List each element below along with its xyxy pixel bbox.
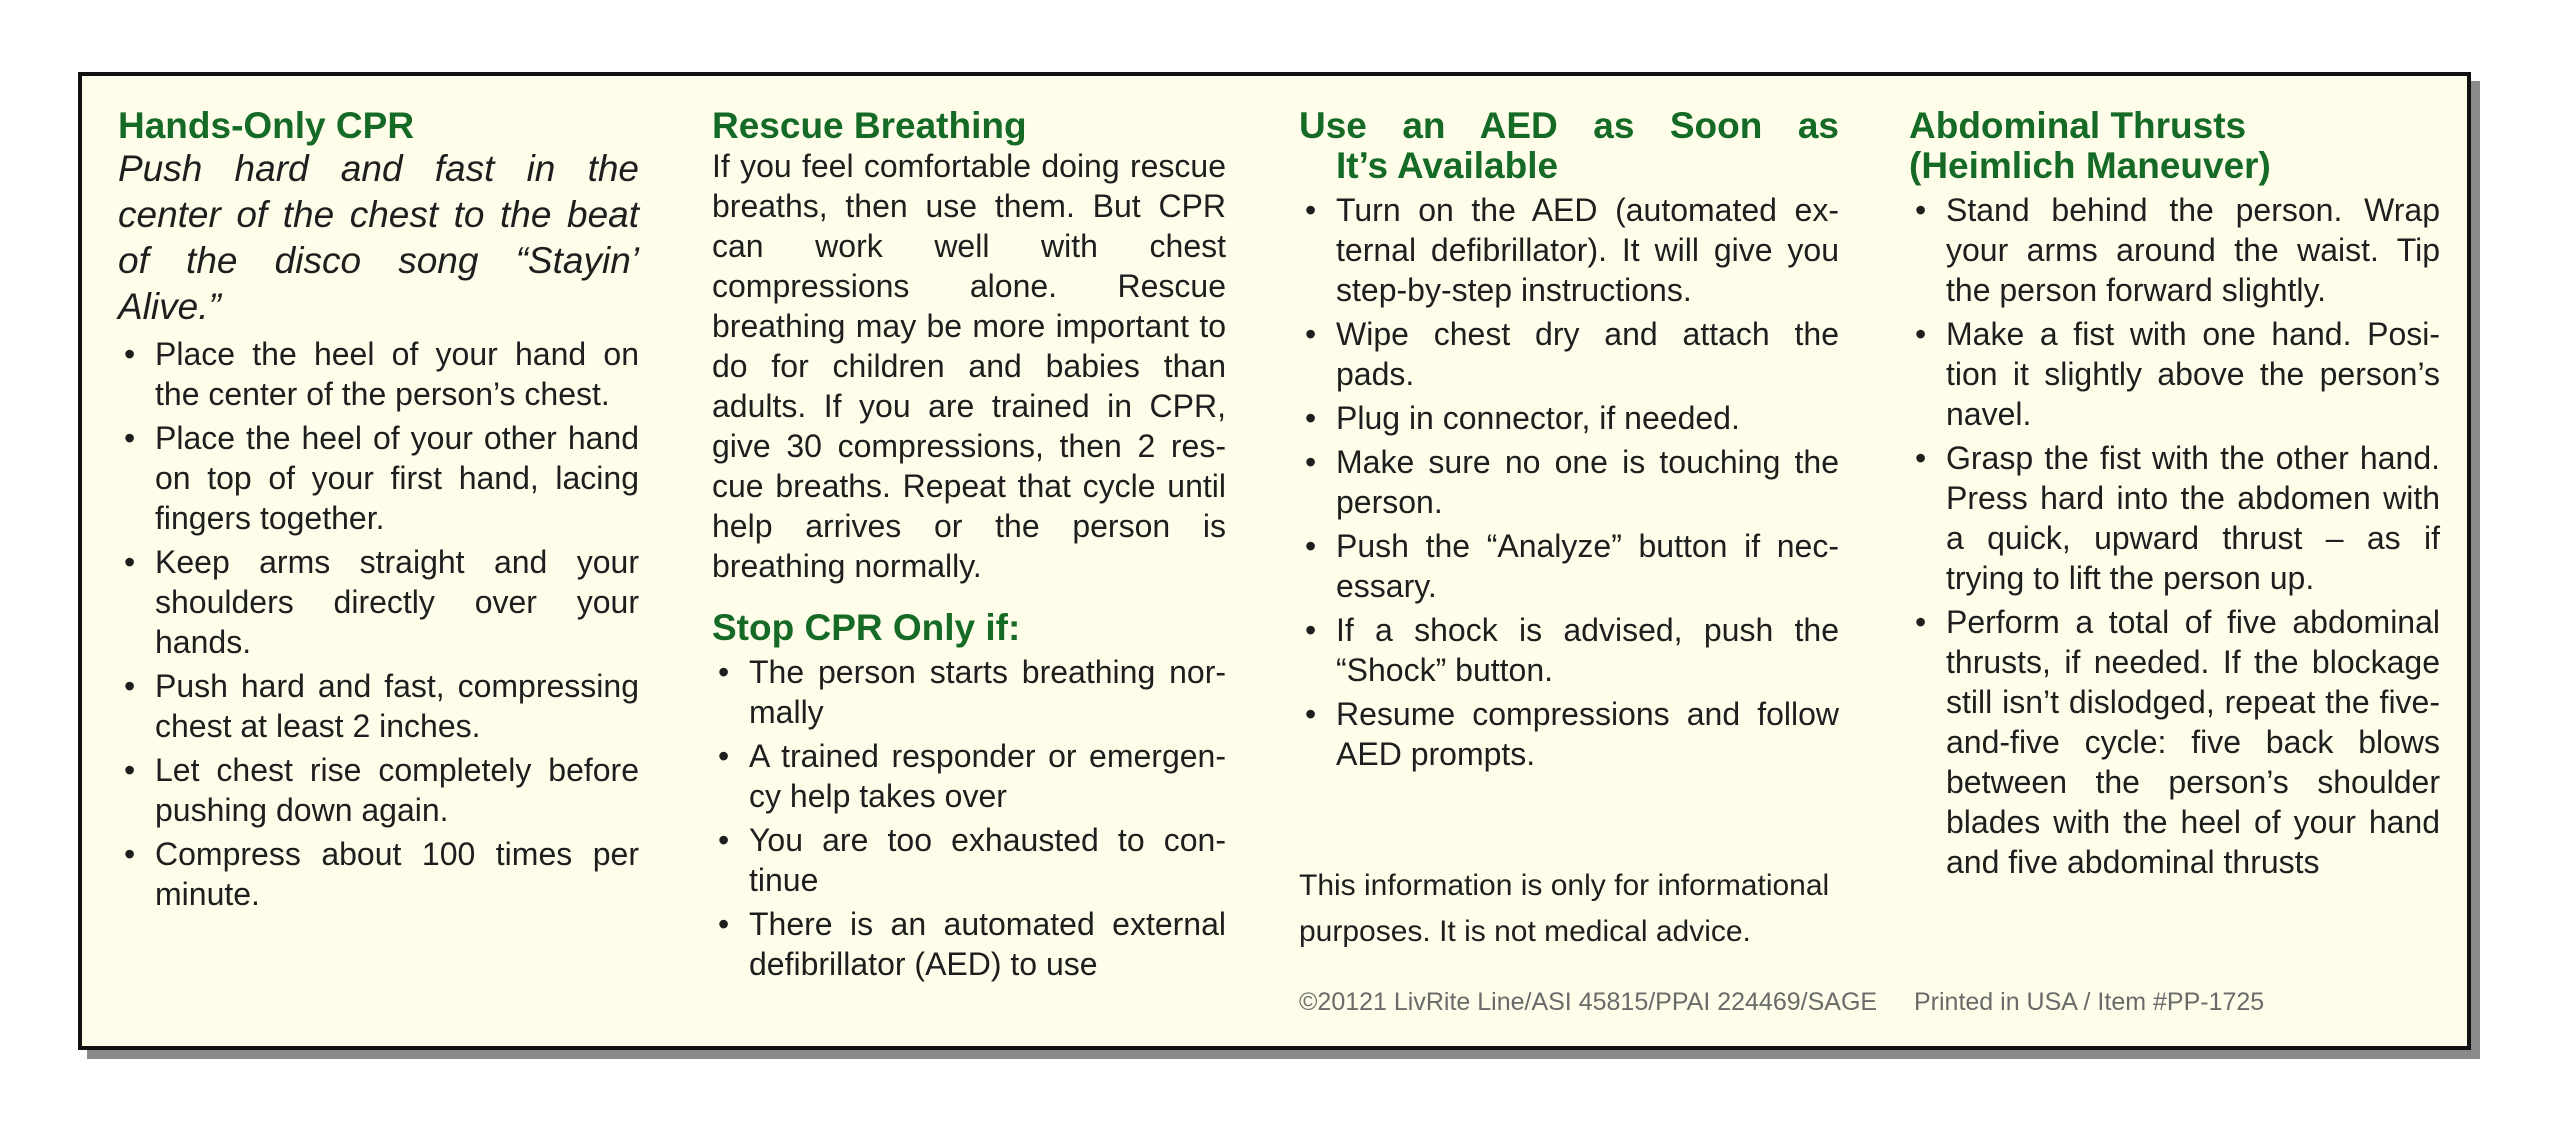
aed-heading-line-1: Use an AED as Soon as xyxy=(1299,105,1839,146)
hands-only-cpr-heading: Hands-Only CPR xyxy=(118,105,415,146)
abdominal-thrusts-section xyxy=(1909,106,2440,886)
list-item xyxy=(118,750,639,830)
abdominal-thrusts-heading-line-2: (Heimlich Maneuver) xyxy=(1909,145,2271,186)
list-item-text: Make sure no one is touching the person. xyxy=(1336,444,1839,520)
list-item-text: Let chest rise completely before pushing down again. xyxy=(155,752,639,828)
bullet-icon: • xyxy=(1915,192,1927,228)
bullet-icon: • xyxy=(1305,192,1317,228)
aed-heading-line-2: It’s Available xyxy=(1336,145,1559,186)
printed-in-text: Printed in USA / Item #PP-1725 xyxy=(1914,988,2265,1016)
bullet-icon: • xyxy=(1305,400,1317,436)
hands-only-cpr-list xyxy=(118,334,639,914)
bullet-icon: • xyxy=(1915,316,1927,352)
bullet-icon: • xyxy=(124,668,136,704)
bullet-icon: • xyxy=(718,822,730,858)
list-item-text: Wipe chest dry and attach the pads. xyxy=(1336,316,1839,392)
list-item-text: Grasp the fist with the other hand. Press hard into the abdomen with a quick, upward thrust – as if trying to lift the person up. xyxy=(1946,440,2440,596)
list-item-text: Plug in connector, if needed. xyxy=(1336,400,1740,436)
list-item xyxy=(1299,694,1839,774)
list-item-text: Perform a total of five abdominal thrusts, if needed. If the blockage still isn’t dislodged, repeat the five-and-five cycle: five back blows between the person’s shoulder blades with the heel of your hand and five abdominal thrusts xyxy=(1946,604,2440,880)
list-item xyxy=(712,904,1226,984)
list-item xyxy=(118,542,639,662)
bullet-icon: • xyxy=(124,836,136,872)
list-item xyxy=(1299,526,1839,606)
bullet-icon: • xyxy=(1305,528,1317,564)
bullet-icon: • xyxy=(1915,604,1927,640)
list-item xyxy=(712,736,1226,816)
list-item-text: Resume compressions and follow AED prompts. xyxy=(1336,696,1839,772)
stop-cpr-list xyxy=(712,652,1226,984)
list-item xyxy=(1909,602,2440,882)
bullet-icon: • xyxy=(1915,440,1927,476)
aed-heading xyxy=(1299,106,1839,186)
list-item-text: Turn on the AED (automated external defibrillator). It will give you step-by-step instructions. xyxy=(1336,192,1839,308)
list-item-text: Push the “Analyze” button if necessary. xyxy=(1336,528,1839,604)
list-item xyxy=(118,834,639,914)
aed-list xyxy=(1299,190,1839,774)
list-item xyxy=(712,820,1226,900)
list-item-text: Make a fist with one hand. Position it slightly above the person’s navel. xyxy=(1946,316,2440,432)
bullet-icon: • xyxy=(124,420,136,456)
rescue-breathing-section xyxy=(712,106,1226,988)
abdominal-thrusts-heading-line-1: Abdominal Thrusts xyxy=(1909,105,2247,146)
bullet-icon: • xyxy=(718,738,730,774)
list-item-text: Stand behind the person. Wrap your arms around the waist. Tip the person forward slightly. xyxy=(1946,192,2440,308)
hands-only-cpr-section xyxy=(118,106,639,918)
bullet-icon: • xyxy=(124,544,136,580)
abdominal-thrusts-list xyxy=(1909,190,2440,882)
list-item-text: Compress about 100 times per minute. xyxy=(155,836,639,912)
list-item-text: There is an automated external defibrillator (AED) to use xyxy=(749,906,1226,982)
list-item xyxy=(1299,190,1839,310)
abdominal-thrusts-heading xyxy=(1909,106,2440,186)
list-item xyxy=(1299,398,1839,438)
list-item xyxy=(1299,610,1839,690)
list-item xyxy=(118,418,639,538)
rescue-breathing-heading: Rescue Breathing xyxy=(712,105,1027,146)
list-item xyxy=(1909,314,2440,434)
list-item-text: Push hard and fast, compressing chest at least 2 inches. xyxy=(155,668,639,744)
list-item-text: Place the heel of your hand on the center of the person’s chest. xyxy=(155,336,639,412)
bullet-icon: • xyxy=(1305,696,1317,732)
list-item-text: The person starts breathing normally xyxy=(749,654,1226,730)
bullet-icon: • xyxy=(124,336,136,372)
list-item xyxy=(1299,442,1839,522)
copyright-text: ©20121 LivRite Line/ASI 45815/PPAI 224469/SAGE xyxy=(1299,988,1878,1016)
list-item xyxy=(1909,438,2440,598)
rescue-breathing-paragraph: If you feel comfortable doing rescue breaths, then use them. But CPR can work well with chest compressions alone. Rescue breathing may be more important to do for children and babies than adults. If you are trained in CPR, give 30 compressions, then 2 rescue breaths. Repeat that cycle until help arrives or the person is breathing normally. xyxy=(712,148,1226,584)
list-item xyxy=(1299,314,1839,394)
disclaimer-text: This information is only for informational purposes. It is not medical advice. xyxy=(1299,869,1830,948)
list-item xyxy=(712,652,1226,732)
bullet-icon: • xyxy=(1305,612,1317,648)
hands-only-cpr-lead: Push hard and fast in the center of the chest to the beat of the disco song “Stayin’ Alive.” xyxy=(118,148,639,327)
bullet-icon: • xyxy=(1305,316,1317,352)
aed-section xyxy=(1299,106,1839,778)
list-item-text: You are too exhausted to continue xyxy=(749,822,1226,898)
list-item xyxy=(118,334,639,414)
bullet-icon: • xyxy=(1305,444,1317,480)
list-item xyxy=(1909,190,2440,310)
list-item-text: A trained responder or emergency help takes over xyxy=(749,738,1226,814)
cpr-reference-card xyxy=(78,72,2471,1050)
list-item-text: Keep arms straight and your shoulders directly over your hands. xyxy=(155,544,639,660)
bullet-icon: • xyxy=(718,906,730,942)
stop-cpr-heading: Stop CPR Only if: xyxy=(712,607,1021,648)
bullet-icon: • xyxy=(124,752,136,788)
list-item xyxy=(118,666,639,746)
bullet-icon: • xyxy=(718,654,730,690)
list-item-text: Place the heel of your other hand on top of your first hand, lacing fingers together. xyxy=(155,420,639,536)
list-item-text: If a shock is advised, push the “Shock” button. xyxy=(1336,612,1839,688)
